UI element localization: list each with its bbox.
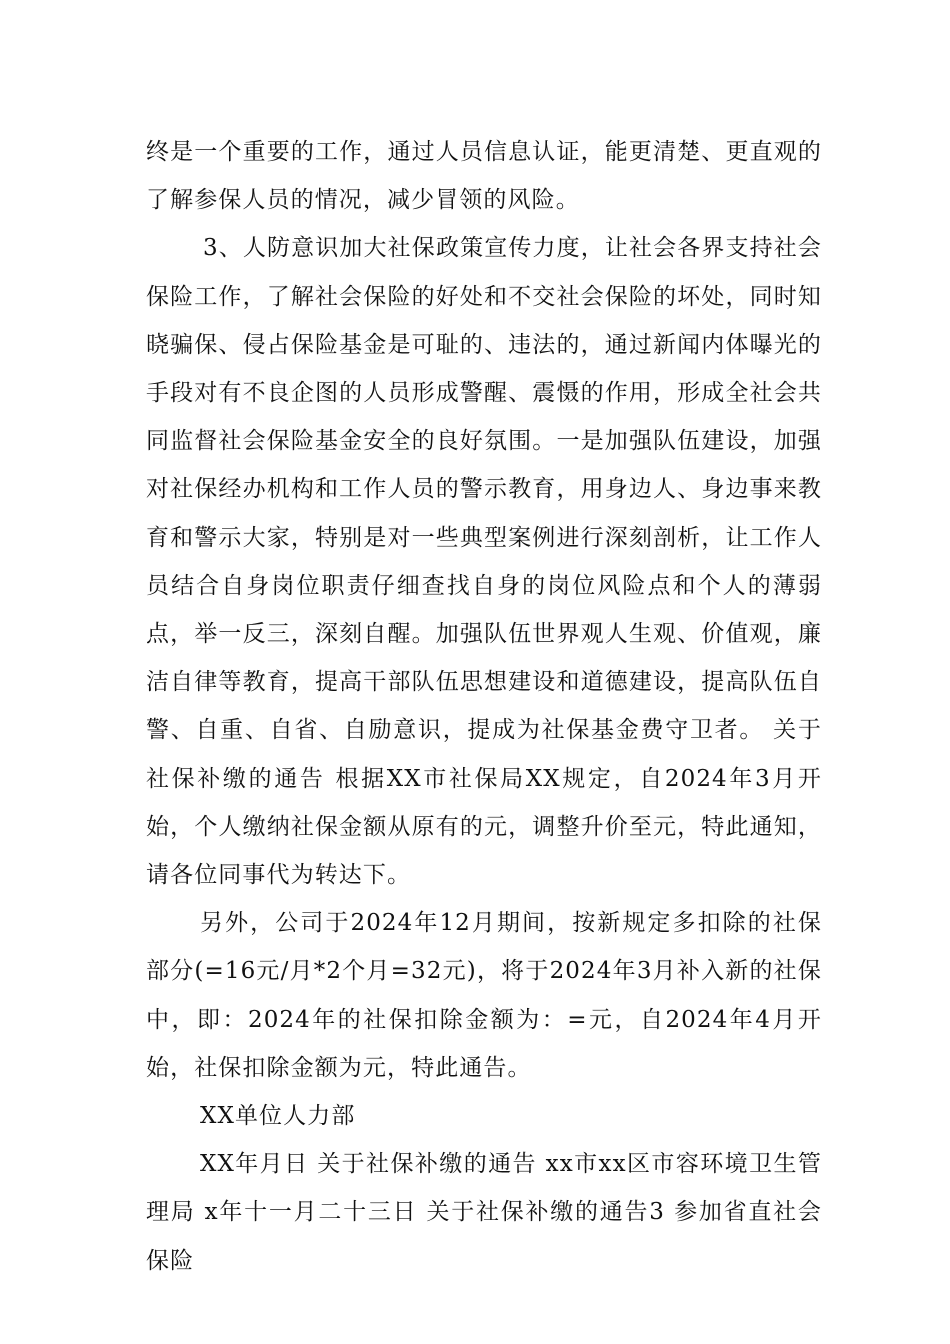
signature-department: XX单位人力部 bbox=[200, 1103, 356, 1130]
document-body bbox=[146, 128, 822, 1285]
paragraph-deduction: 另外，公司于2024年12月期间，按新规定多扣除的社保部分(=16元/月*2个月=32元)，将于2024年3月补入新的社保中，即：2024年的社保扣除金额为：=元，自2024年4月开始，社保扣除金额为元，特此通告。 bbox=[146, 910, 822, 1081]
paragraph-date-notice: XX年月日 关于社保补缴的通告 xx市xx区市容环境卫生管理局 x年十一月二十三日 关于社保补缴的通告3 参加省直社会保险 bbox=[146, 1151, 822, 1274]
paragraph-continued: 终是一个重要的工作，通过人员信息认证，能更清楚、更直观的了解参保人员的情况，减少冒领的风险。 bbox=[146, 139, 822, 214]
paragraph-publicity: 3、人防意识加大社保政策宣传力度，让社会各界支持社会保险工作，了解社会保险的好处和不交社会保险的坏处，同时知晓骗保、侵占保险基金是可耻的、违法的，通过新闻内体曝光的手段对有不良企图的人员形成警醒、震慑的作用，形成全社会共同监督社会保险基金安全的良好氛围。一是加强队伍建设，加强对社保经办机构和工作人员的警示教育，用身边人、身边事来教育和警示大家，特别是对一些典型案例进行深刻剖析，让工作人员结合自身岗位职责仔细查找自身的岗位风险点和个人的薄弱点，举一反三，深刻自醒。加强队伍世界观人生观、价值观，廉洁自律等教育，提高干部队伍思想建设和道德建设，提高队伍自警、自重、自省、自励意识，提成为社保基金费守卫者。 关于社保补缴的通告 根据XX市社保局XX规定，自2024年3月开始，个人缴纳社保金额从原有的元，调整升价至元，特此通知，请各位同事代为转达下。 bbox=[146, 235, 822, 889]
